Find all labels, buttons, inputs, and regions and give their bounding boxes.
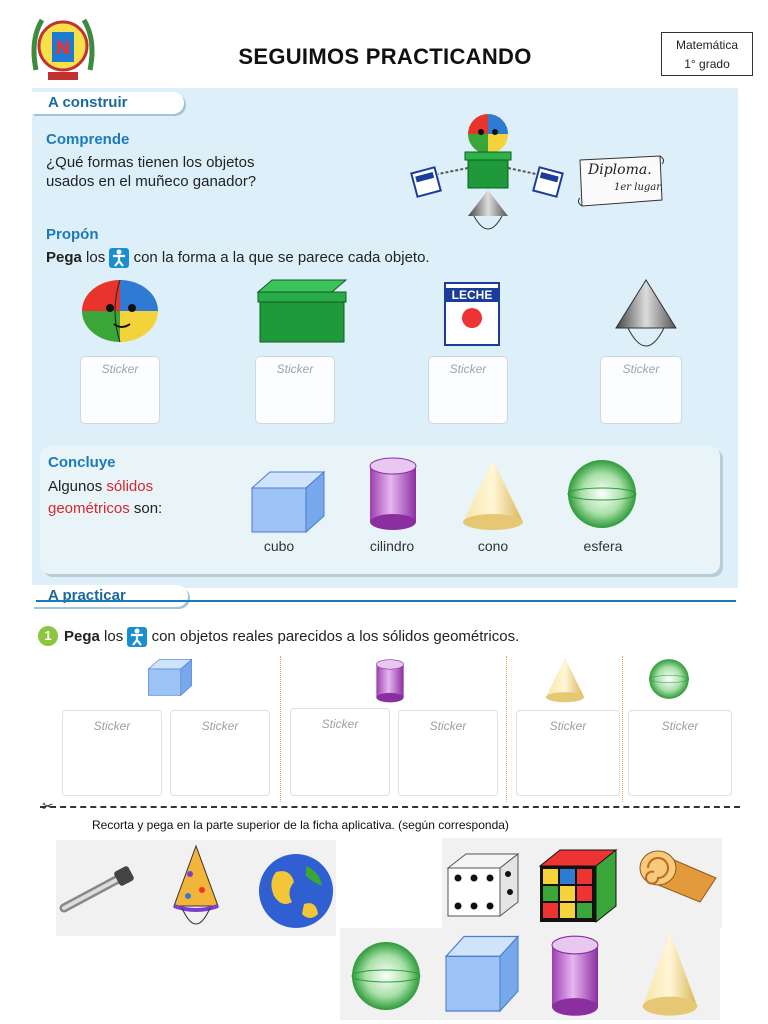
practice-sticker-3[interactable]: Sticker: [290, 708, 390, 796]
sticker-slot-2[interactable]: Sticker: [255, 356, 335, 424]
instr2-bold: Pega: [64, 628, 100, 645]
column-divider-3: [622, 656, 623, 802]
cutout-sphere-icon: [350, 940, 422, 1017]
exercise-number: 1: [38, 626, 58, 646]
cutout-pipe-icon: [58, 864, 138, 919]
small-cone-shape: [544, 656, 586, 709]
svg-text:N: N: [55, 38, 71, 59]
instr-bold: Pega: [46, 249, 82, 266]
sticker-slot-1[interactable]: Sticker: [80, 356, 160, 424]
cutout-party-hat-icon: [168, 844, 224, 939]
practicar-instruction: [64, 627, 519, 647]
scissors-icon: ✂: [42, 798, 54, 814]
instr-rest: con la forma a la que se parece cada objeto.: [133, 249, 430, 266]
comprende-heading: Comprende: [46, 131, 130, 148]
label-esfera: esfera: [583, 538, 623, 554]
diploma-text: Diploma.: [588, 162, 652, 178]
small-cube-shape: [146, 658, 194, 703]
small-sphere-shape: [648, 658, 690, 705]
concluye-heading: Concluye: [48, 454, 116, 471]
practicar-tab: A practicar: [32, 585, 188, 607]
small-cylinder-shape: [374, 658, 406, 709]
cut-instruction: Recorta y pega en la parte superior de la ficha aplicativa. (según corresponda): [92, 818, 509, 832]
green-box-illustration: [256, 278, 348, 349]
subject-label: Matemática: [675, 38, 739, 52]
cutout-cylinder-icon: [548, 934, 602, 1023]
cutout-cake-roll-icon: [636, 848, 720, 909]
column-divider-1: [280, 656, 281, 802]
cutout-rubik-cube-icon: [536, 846, 620, 931]
question-line-2: usados en el muñeco ganador?: [46, 173, 257, 190]
sticker-person-icon: [109, 248, 129, 268]
practice-sticker-5[interactable]: Sticker: [516, 710, 620, 796]
instr2-rest: con objetos reales parecidos a los sólidos geométricos.: [151, 628, 520, 645]
solidos-word: sólidos: [106, 478, 154, 495]
subject-grade-box: [661, 32, 753, 76]
school-logo: [28, 10, 98, 84]
question-text: [46, 153, 256, 191]
ball-illustration: [80, 278, 160, 349]
concluye-text-a: Algunos: [48, 478, 103, 495]
geometricos-word: geométricos: [48, 500, 130, 517]
sticker-slot-4[interactable]: Sticker: [600, 356, 682, 424]
sticker-slot-3[interactable]: Sticker: [428, 356, 508, 424]
cutout-dice-icon: [444, 852, 522, 923]
propon-heading: Propón: [46, 226, 99, 243]
cylinder-shape: [366, 456, 420, 537]
diploma-place: 1er lugar.: [614, 182, 664, 193]
concluye-text-b: son:: [133, 500, 163, 517]
party-hat-illustration: [608, 278, 684, 361]
milk-can-illustration: [444, 282, 500, 346]
cutout-globe-icon: [256, 852, 336, 935]
construir-tab: A construir: [32, 92, 184, 114]
label-cilindro: cilindro: [369, 538, 415, 554]
diploma-illustration: [574, 154, 668, 210]
practice-sticker-1[interactable]: Sticker: [62, 710, 162, 796]
milk-logo-icon: [462, 308, 482, 328]
practice-sticker-6[interactable]: Sticker: [628, 710, 732, 796]
concluye-text: [48, 476, 238, 520]
cutout-cube-icon: [442, 934, 522, 1021]
grade-label: 1° grado: [684, 57, 730, 71]
practicar-rule: [36, 600, 736, 602]
column-divider-2: [506, 656, 507, 802]
label-cono: cono: [477, 538, 509, 554]
page-title: SEGUIMOS PRACTICANDO: [238, 44, 532, 69]
instr2-mid: los: [104, 628, 124, 645]
leche-label: LECHE: [446, 288, 498, 302]
cube-shape: [248, 470, 328, 541]
doll-illustration: [408, 112, 568, 244]
sticker-person-icon-2: [127, 627, 147, 647]
practice-sticker-2[interactable]: Sticker: [170, 710, 270, 796]
cut-line: [40, 806, 740, 808]
instr-mid: los: [86, 249, 106, 266]
cutout-cone-icon: [640, 930, 700, 1023]
practice-sticker-4[interactable]: Sticker: [398, 710, 498, 796]
label-cubo: cubo: [263, 538, 295, 554]
sphere-shape: [566, 458, 638, 535]
cone-shape: [460, 458, 526, 537]
question-line-1: ¿Qué formas tienen los objetos: [46, 154, 255, 171]
propon-instruction: [46, 248, 430, 268]
